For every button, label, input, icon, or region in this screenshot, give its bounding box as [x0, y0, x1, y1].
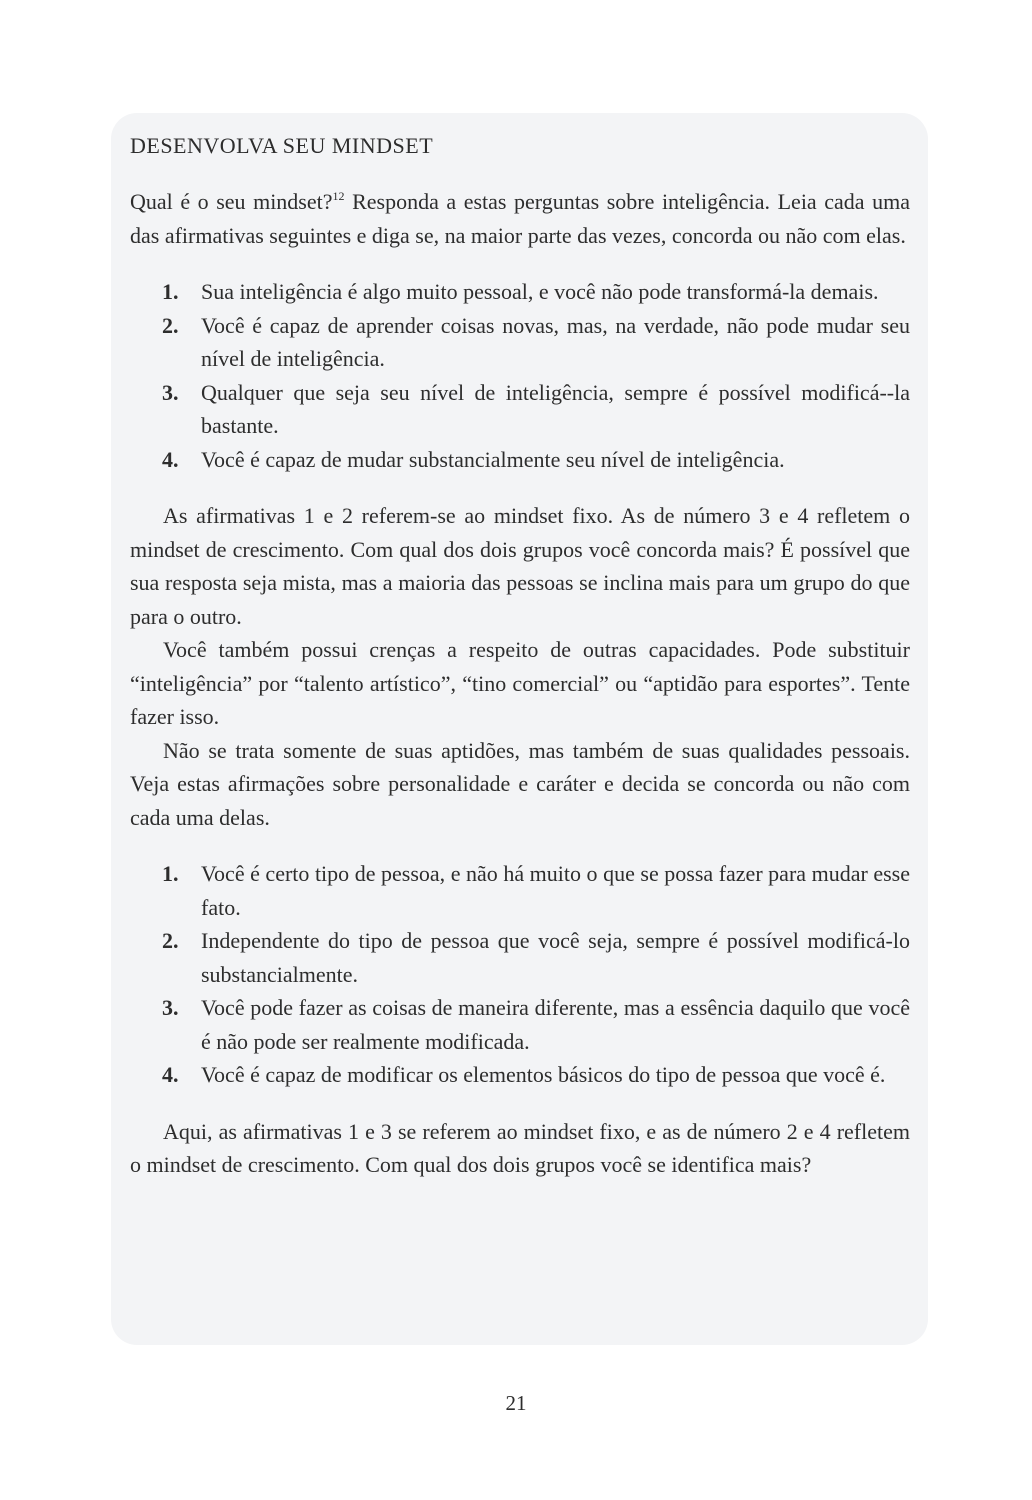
list-item [130, 443, 910, 477]
list-item-text: Independente do tipo de pessoa que você seja, sempre é possível modificá-lo substancialmente. [201, 928, 910, 987]
paragraph-personal-qualities: Não se trata somente de suas aptidões, mas também de suas qualidades pessoais. Veja estas afirmações sobre personalidade e caráter e decida se concorda ou não com cada uma delas. [130, 737, 910, 830]
list-item-text: Você pode fazer as coisas de maneira diferente, mas a essência daquilo que você é não pode ser realmente modificada. [201, 995, 910, 1054]
intro-text-end: Responda a estas perguntas sobre inteligência. Leia cada uma das afirmativas seguintes e diga se, na maior parte das vezes, concorda ou não com elas. [130, 189, 910, 248]
paragraph-conclusion: Aqui, as afirmativas 1 e 3 se referem ao mindset fixo, e as de número 2 e 4 refletem o mindset de crescimento. Com qual dos dois grupos você se identifica mais? [130, 1118, 910, 1177]
personality-statements-list [130, 857, 910, 1092]
exercise-box [111, 113, 928, 1345]
list-item [130, 991, 910, 1058]
page-number: 21 [505, 1391, 527, 1415]
list-item [130, 1058, 910, 1092]
list-item-text: Sua inteligência é algo muito pessoal, e você não pode transformá-la demais. [201, 279, 879, 304]
list-item-number: 3. [162, 379, 179, 405]
list-item-number: 1. [162, 279, 179, 304]
list-item [130, 376, 910, 443]
list-item-number: 4. [162, 446, 179, 472]
footnote-ref: 12 [332, 189, 345, 203]
list-item-number: 2. [162, 928, 179, 953]
list-item-text: Você é capaz de aprender coisas novas, mas, na verdade, não pode mudar seu nível de inteligência. [201, 312, 910, 371]
intelligence-statements-list [130, 275, 910, 476]
list-item-number: 4. [162, 1062, 179, 1087]
paragraph-fixed-vs-growth: As afirmativas 1 e 2 referem-se ao mindset fixo. As de número 3 e 4 refletem o mindset de crescimento. Com qual dos dois grupos você concorda mais? É possível que sua resposta seja mista, mas a maioria das pessoas se inclina mais para um grupo do que para o outro. [130, 503, 910, 629]
box-heading: DESENVOLVA SEU MINDSET [130, 133, 434, 158]
intro-text-start: Qual é o seu mindset? [130, 189, 333, 214]
list-item [130, 309, 910, 376]
paragraph-other-abilities: Você também possui crenças a respeito de outras capacidades. Pode substituir “inteligência” por “talento artístico”, “tino comercial” ou “aptidão para esportes”. Tente fazer isso. [130, 637, 910, 729]
list-item-number: 2. [162, 312, 179, 338]
list-item-text: Você é capaz de mudar substancialmente seu nível de inteligência. [201, 446, 785, 472]
list-item [130, 924, 910, 991]
list-item [130, 857, 910, 924]
list-item [130, 275, 910, 309]
list-item-number: 1. [162, 861, 179, 886]
intro-paragraph [130, 185, 910, 252]
list-item-text: Você é certo tipo de pessoa, e não há muito o que se possa fazer para mudar esse fato. [201, 861, 910, 920]
list-item-number: 3. [162, 995, 179, 1020]
list-item-text: Qualquer que seja seu nível de inteligência, sempre é possível modificá--la bastante. [201, 379, 910, 438]
list-item-text: Você é capaz de modificar os elementos básicos do tipo de pessoa que você é. [201, 1062, 886, 1087]
